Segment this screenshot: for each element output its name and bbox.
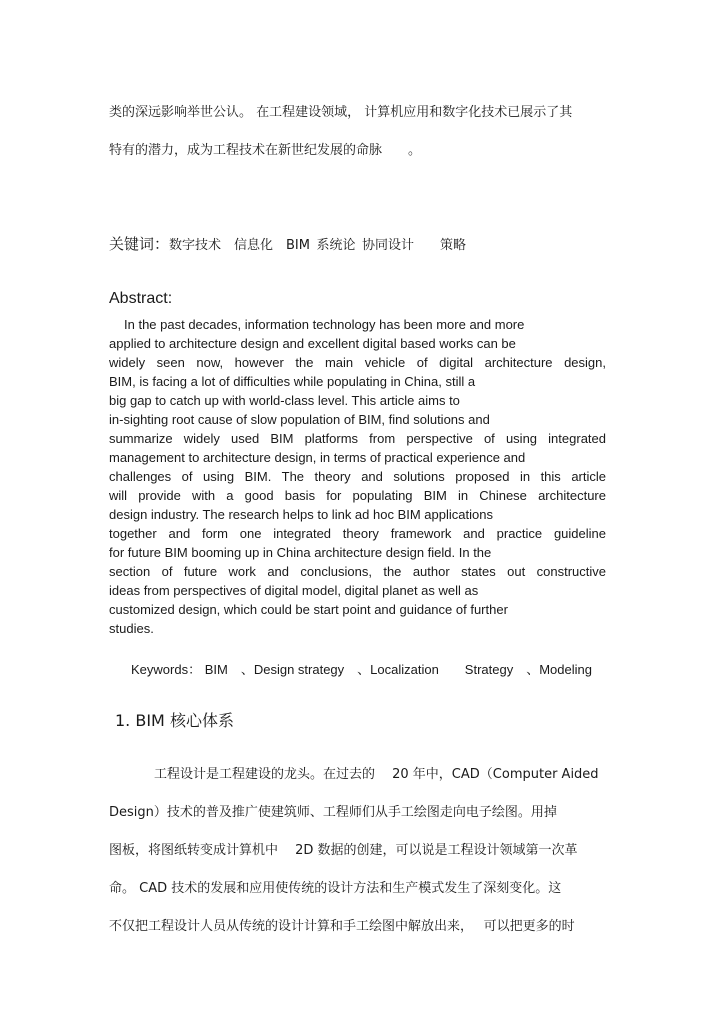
abstract-line: challenges of using BIM. The theory and solutions proposed in this article xyxy=(109,469,606,484)
keywords-en-items: BIM 、Design strategy 、Localization Strategy 、Modeling xyxy=(204,662,592,677)
abstract-title: Abstract: xyxy=(109,290,173,307)
section-heading: 1. BIM 核心体系 xyxy=(115,711,234,730)
section-line: 不仅把工程设计人员从传统的设计计算和手工绘图中解放出来， 可以把更多的时 xyxy=(109,919,575,934)
section-line: 工程设计是工程建设的龙头。在过去的 20 年中，CAD（Computer Aided xyxy=(154,767,599,782)
keywords-cn-terms: 数字技术 信息化 BIM 系统论 协同设计 策略 xyxy=(169,238,466,253)
intro-line-1: 类的深远影响举世公认。 在工程建设领域， 计算机应用和数字化技术已展示了其 xyxy=(109,105,573,120)
abstract-line: customized design, which could be start point and guidance of further xyxy=(109,602,508,617)
keywords-en xyxy=(131,659,592,678)
section-line: 命。 CAD 技术的发展和应用使传统的设计方法和生产模式发生了深刻变化。这 xyxy=(109,881,562,896)
abstract-line: widely seen now, however the main vehicle of digital architecture design, xyxy=(109,355,606,370)
abstract-line: section of future work and conclusions, the author states out constructive xyxy=(109,564,606,579)
section-line: 图板，将图纸转变成计算机中 2D 数据的创建，可以说是工程设计领域第一次革 xyxy=(109,843,578,858)
abstract-line: ideas from perspectives of digital model, digital planet as well as xyxy=(109,583,479,598)
abstract-line: in-sighting root cause of slow population of BIM, find solutions and xyxy=(109,412,490,427)
intro-line-2: 特有的潜力，成为工程技术在新世纪发展的命脉 。 xyxy=(109,143,422,158)
abstract-line: In the past decades, information technology has been more and more xyxy=(124,317,525,332)
abstract-line: will provide with a good basis for populating BIM in Chinese architecture xyxy=(109,488,606,503)
abstract-line: applied to architecture design and excellent digital based works can be xyxy=(109,336,516,351)
abstract-line: BIM, is facing a lot of difficulties while populating in China, still a xyxy=(109,374,476,389)
abstract-line: big gap to catch up with world-class level. This article aims to xyxy=(109,393,460,408)
abstract-line: together and form one integrated theory framework and practice guideline xyxy=(109,526,606,541)
abstract-line: management to architecture design, in terms of practical experience and xyxy=(109,450,526,465)
abstract-line: for future BIM booming up in China architecture design field. In the xyxy=(109,545,492,560)
abstract-line: summarize widely used BIM platforms from perspective of using integrated xyxy=(109,431,606,446)
section-line: Design）技术的普及推广使建筑师、工程师们从手工绘图走向电子绘图。用掉 xyxy=(109,805,557,820)
keywords-cn xyxy=(109,233,466,254)
abstract-line: studies. xyxy=(109,621,154,636)
keywords-cn-label: 关键词： xyxy=(109,235,170,253)
abstract-line: design industry. The research helps to link ad hoc BIM applications xyxy=(109,507,493,522)
keywords-en-label: Keywords： xyxy=(131,662,202,677)
